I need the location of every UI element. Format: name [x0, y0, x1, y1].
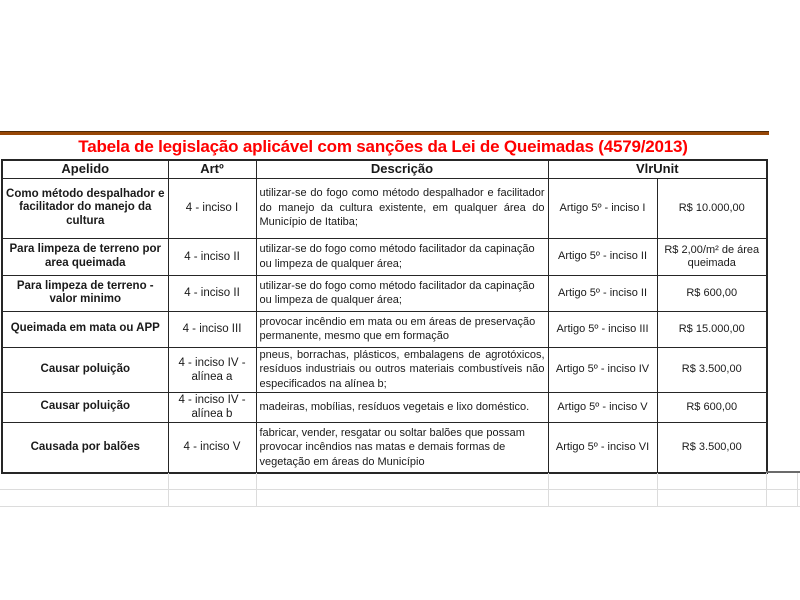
col-header-descricao: Descrição — [256, 160, 548, 178]
grid-line-vertical — [657, 473, 658, 506]
grid-line-vertical — [766, 473, 767, 506]
cell-apelido: Causar poluição — [2, 392, 168, 422]
cell-artigo: Artigo 5º - inciso VI — [548, 422, 657, 473]
cell-artigo: Artigo 5º - inciso V — [548, 392, 657, 422]
cell-descricao: utilizar-se do fogo como método despalhador e facilitador do manejo da cultura existente, em qualquer área do Município de Itatiba; — [256, 178, 548, 238]
table-header-row — [2, 160, 767, 178]
cell-descricao: madeiras, mobílias, resíduos vegetais e lixo doméstico. — [256, 392, 548, 422]
cell-vlrunit: R$ 3.500,00 — [657, 347, 767, 392]
cell-artigo: Artigo 5º - inciso IV — [548, 347, 657, 392]
cell-art: 4 - inciso II — [168, 238, 256, 275]
cell-art: 4 - inciso V — [168, 422, 256, 473]
table-row — [2, 422, 767, 473]
cell-art: 4 - inciso IV - alínea b — [168, 392, 256, 422]
cell-artigo: Artigo 5º - inciso III — [548, 311, 657, 347]
col-header-art: Artº — [168, 160, 256, 178]
cell-art: 4 - inciso III — [168, 311, 256, 347]
grid-line-vertical — [548, 473, 549, 506]
cell-apelido: Como método despalhador e facilitador do manejo da cultura — [2, 178, 168, 238]
table-row — [2, 178, 767, 238]
table-row — [2, 238, 767, 275]
cell-descricao: provocar incêndio em mata ou em áreas de preservação permanente, mesmo que em formação — [256, 311, 548, 347]
table-row — [2, 275, 767, 311]
cell-vlrunit: R$ 15.000,00 — [657, 311, 767, 347]
cell-vlrunit: R$ 600,00 — [657, 392, 767, 422]
cell-artigo: Artigo 5º - inciso II — [548, 275, 657, 311]
cell-descricao: fabricar, vender, resgatar ou soltar balões que possam provocar incêndios nas matas e demais formas de vegetação em áreas do Município — [256, 422, 548, 473]
col-header-apelido: Apelido — [2, 160, 168, 178]
top-divider-line — [0, 131, 769, 135]
table-row — [2, 347, 767, 392]
cell-vlrunit: R$ 2,00/m² de área queimada — [657, 238, 767, 275]
cell-descricao: pneus, borrachas, plásticos, embalagens de agrotóxicos, resíduos industriais ou outros materiais combustíveis não especificados na alínea b; — [256, 347, 548, 392]
cell-vlrunit: R$ 3.500,00 — [657, 422, 767, 473]
table-row — [2, 392, 767, 422]
cell-art: 4 - inciso IV - alínea a — [168, 347, 256, 392]
cell-descricao: utilizar-se do fogo como método facilitador da capinação ou limpeza de qualquer área; — [256, 238, 548, 275]
table-row — [2, 311, 767, 347]
cell-apelido: Causar poluição — [2, 347, 168, 392]
cell-apelido: Para limpeza de terreno por area queimada — [2, 238, 168, 275]
grid-line-vertical — [797, 473, 798, 506]
cell-art: 4 - inciso II — [168, 275, 256, 311]
grid-line-horizontal — [0, 506, 800, 507]
cell-apelido: Causada por balões — [2, 422, 168, 473]
page-title: Tabela de legislação aplicável com sanções da Lei de Queimadas (4579/2013) — [78, 137, 688, 156]
cell-art: 4 - inciso I — [168, 178, 256, 238]
legislation-table — [1, 159, 768, 474]
cell-descricao: utilizar-se do fogo como método facilitador da capinação ou limpeza de qualquer área; — [256, 275, 548, 311]
cell-apelido: Para limpeza de terreno - valor minimo — [2, 275, 168, 311]
cell-artigo: Artigo 5º - inciso II — [548, 238, 657, 275]
col-header-vlrunit: VlrUnit — [548, 160, 767, 178]
cell-vlrunit: R$ 10.000,00 — [657, 178, 767, 238]
cell-apelido: Queimada em mata ou APP — [2, 311, 168, 347]
table-bottom-border-continuation — [766, 471, 800, 473]
cell-vlrunit: R$ 600,00 — [657, 275, 767, 311]
cell-artigo: Artigo 5º - inciso I — [548, 178, 657, 238]
grid-line-vertical — [168, 473, 169, 506]
grid-line-vertical — [256, 473, 257, 506]
grid-line-horizontal — [0, 489, 800, 490]
